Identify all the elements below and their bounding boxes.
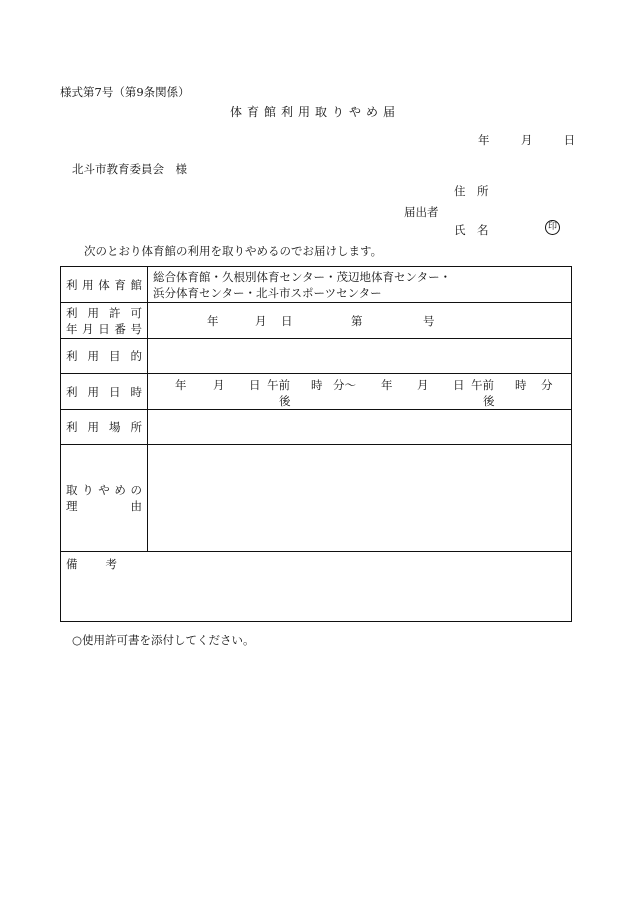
row-place — [61, 410, 572, 445]
seal-mark: 印 — [545, 220, 560, 235]
addressee: 北斗市教育委員会 様 — [72, 162, 187, 176]
permit-value[interactable] — [148, 303, 572, 339]
row-permit — [61, 303, 572, 339]
attachment-note: ○使用許可書を添付してください。 — [72, 633, 255, 647]
name-label: 氏 名 — [454, 223, 489, 237]
permit-go: 号 — [423, 313, 435, 328]
label-reason: 取 り や め の 理 由 — [61, 445, 148, 552]
form-number: 様式第7号（第9条関係） — [60, 85, 190, 99]
row-reason — [61, 445, 572, 552]
row-datetime — [61, 374, 572, 410]
label-place: 利 用 場 所 — [61, 410, 148, 445]
row-purpose — [61, 339, 572, 374]
reason-value[interactable] — [148, 445, 572, 552]
label-purpose: 利 用 目 的 — [61, 339, 148, 374]
label-datetime: 利 用 日 時 — [61, 374, 148, 410]
label-facility: 利 用 体 育 館 — [61, 267, 148, 303]
row-facility — [61, 267, 572, 303]
permit-dai: 第 — [351, 313, 363, 328]
date-year: 年 — [478, 133, 490, 147]
date-month: 月 — [520, 133, 533, 147]
remarks-label-1: 備 — [66, 557, 78, 571]
datetime-value[interactable]: 年 月 日 午前 後 時 分〜 年 月 日 午前 後 時 分 — [148, 374, 572, 410]
address-label: 住 所 — [454, 184, 489, 198]
page-title: 体育館利用取りやめ届 — [229, 105, 400, 119]
facility-line1: 総合体育館・久根別体育センター・茂辺地体育センター・ — [153, 269, 452, 284]
permit-day: 日 — [281, 313, 293, 328]
permit-month: 月 — [255, 313, 267, 328]
purpose-value[interactable] — [148, 339, 572, 374]
permit-year: 年 — [207, 313, 219, 328]
notifier-label: 届出者 — [404, 205, 439, 219]
remarks-cell[interactable] — [61, 552, 572, 622]
label-permit: 利 用 許 可 年 月 日 番 号 — [61, 303, 148, 339]
form-table — [60, 266, 572, 622]
facility-options — [148, 267, 572, 303]
remarks-label-2: 考 — [105, 557, 117, 571]
facility-line2: 浜分体育センター・北斗市スポーツセンター — [153, 285, 382, 300]
intro-text: 次のとおり体育館の利用を取りやめるのでお届けします。 — [84, 244, 383, 258]
date-day: 日 — [563, 133, 576, 147]
row-remarks — [61, 552, 572, 622]
place-value[interactable] — [148, 410, 572, 445]
date-line — [478, 132, 575, 148]
